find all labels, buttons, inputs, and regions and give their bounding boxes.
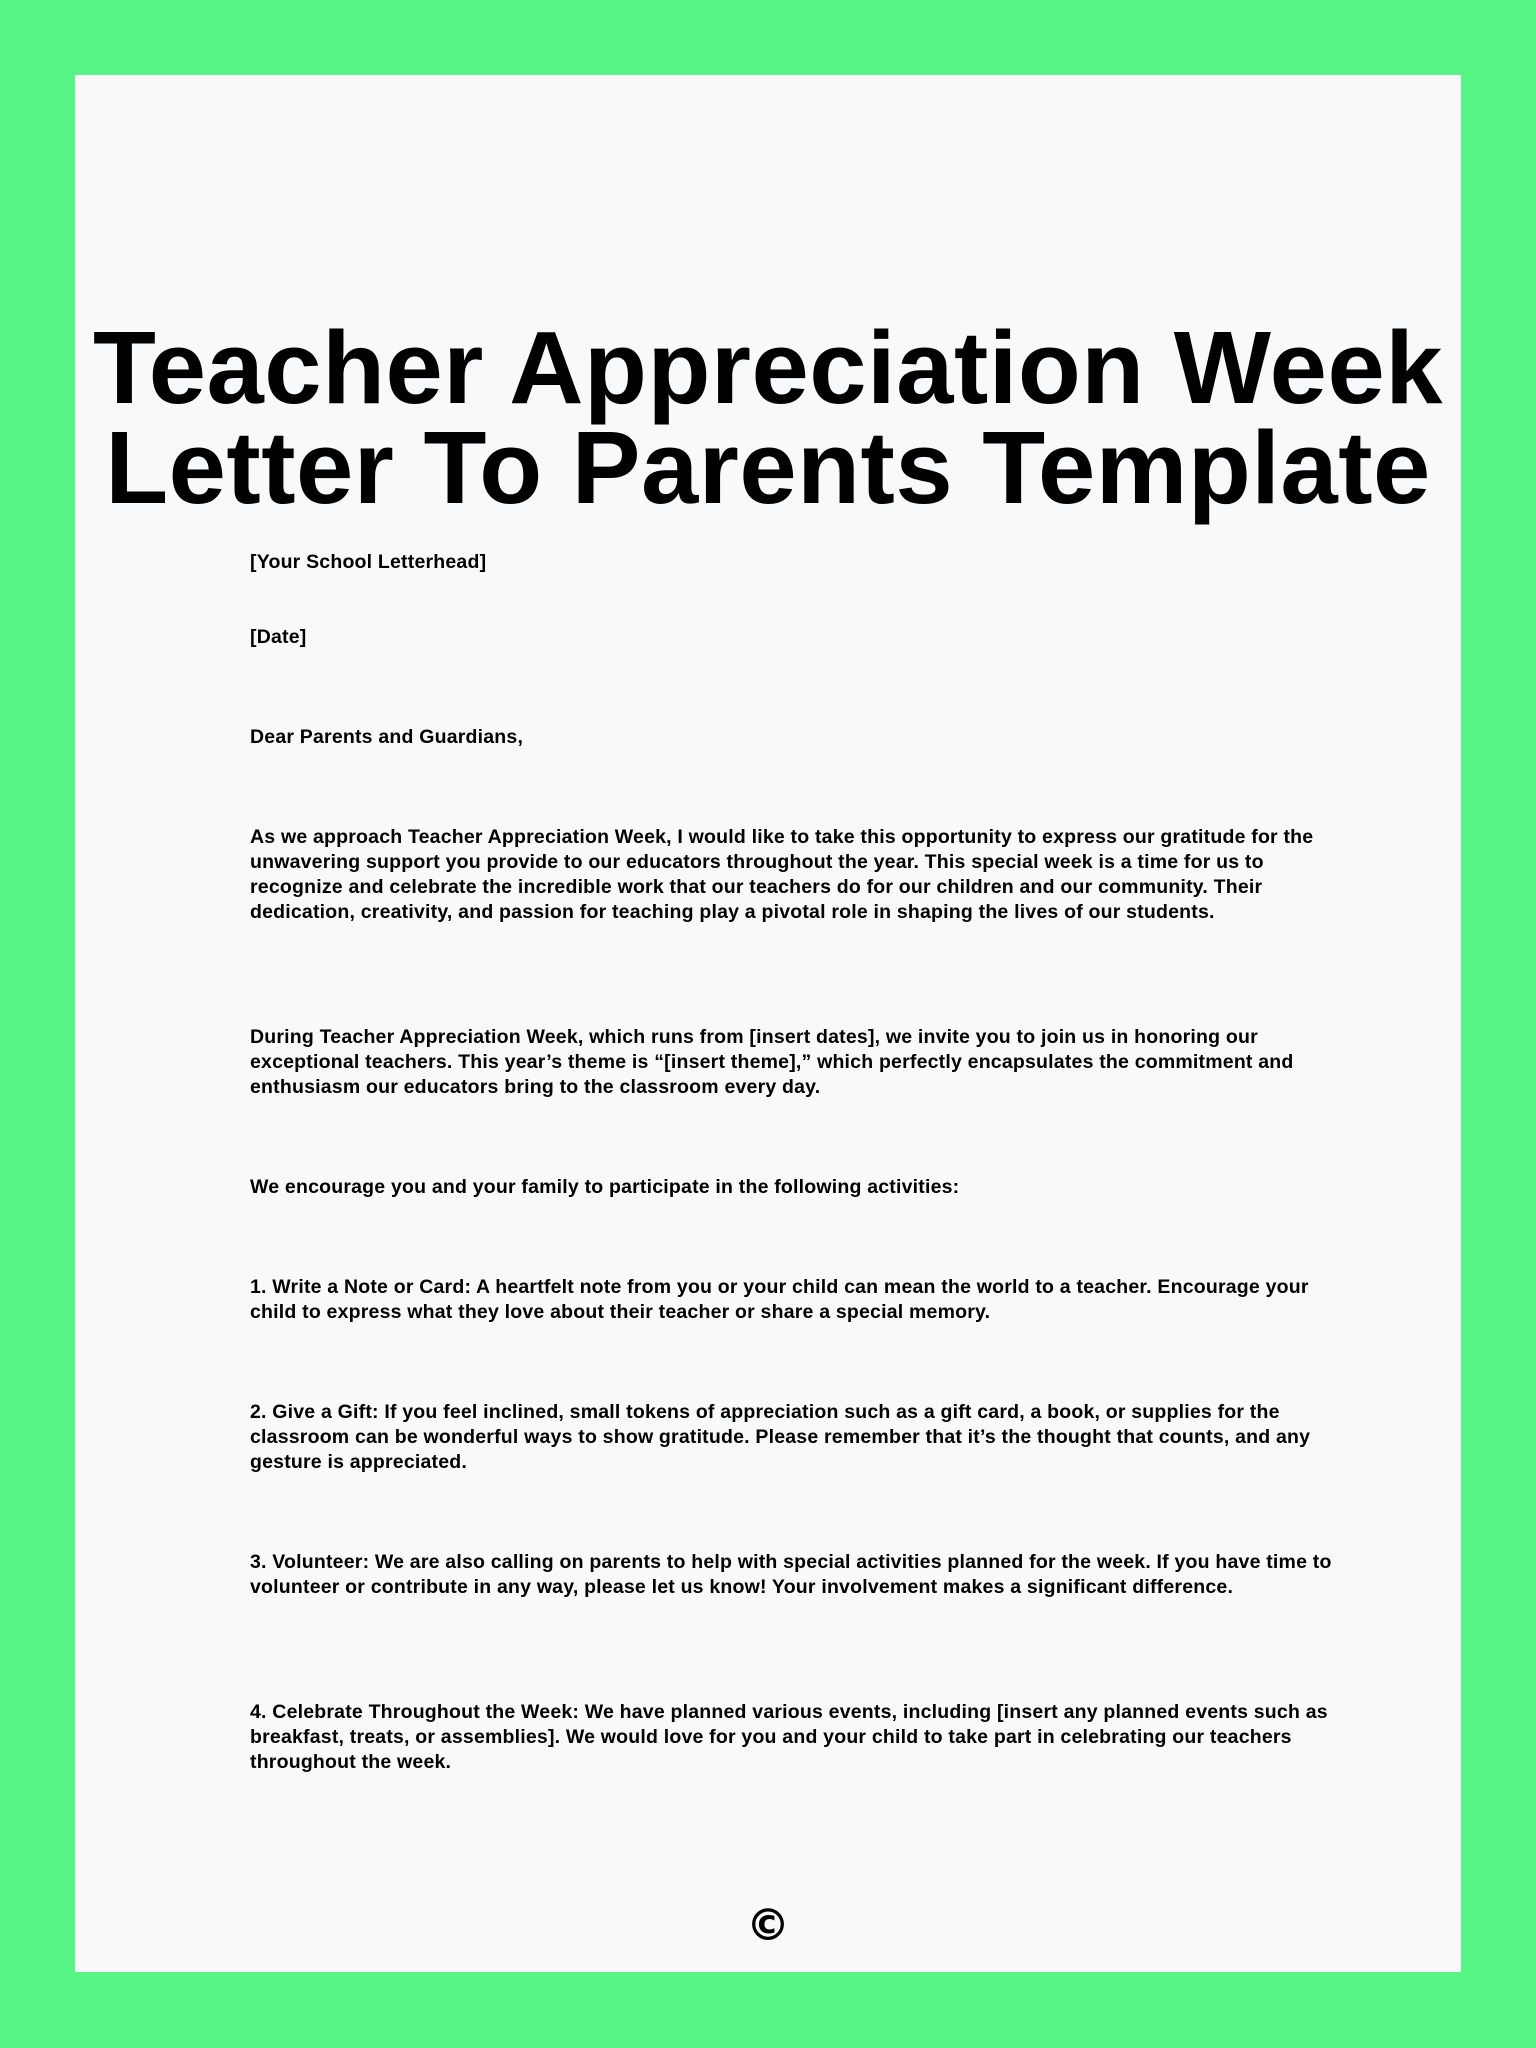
document-page [75, 75, 1461, 1972]
activity-item-2: 2. Give a Gift: If you feel inclined, small tokens of appreciation such as a gift card, a book, or supplies for the classroom can be wonderful ways to show gratitude. Please remember that it’s the thought that counts, and any gesture is appreciated. [250, 1401, 1311, 1473]
encourage-paragraph: We encourage you and your family to participate in the following activities: [250, 1176, 960, 1198]
activity-item-1: 1. Write a Note or Card: A heartfelt note from you or your child can mean the world to a teacher. Encourage your child to express what they love about their teacher or share a special memory. [250, 1276, 1309, 1323]
page-title [75, 310, 1461, 525]
intro-paragraph: As we approach Teacher Appreciation Week, I would like to take this opportunity to express our gratitude for the unwavering support you provide to our educators throughout the year. This special week is a time for us to recognize and celebrate the incredible work that our teachers do for our children and our community. Their dedication, creativity, and passion for teaching play a pivotal role in shaping the lives of our students. [250, 826, 1314, 923]
activity-item-4: 4. Celebrate Throughout the Week: We have planned various events, including [insert any planned events such as breakfast, treats, or assemblies]. We would love for you and your child to take part in celebrating our teachers throughout the week. [250, 1701, 1328, 1773]
date-placeholder: [Date] [250, 626, 307, 648]
salutation: Dear Parents and Guardians, [250, 726, 524, 748]
dates-paragraph: During Teacher Appreciation Week, which runs from [insert dates], we invite you to join us in honoring our exceptional teachers. This year’s theme is “[insert theme],” which perfectly encapsulates the commitment and enthusiasm our educators bring to the classroom every day. [250, 1026, 1294, 1098]
title-line-1: Teacher Appreciation Week [92, 310, 1444, 425]
copyright-icon: © [746, 1900, 790, 1951]
letterhead-placeholder: [Your School Letterhead] [250, 551, 487, 573]
title-line-2: Letter To Parents Template [105, 410, 1431, 525]
activity-item-3: 3. Volunteer: We are also calling on parents to help with special activities planned for the week. If you have time to volunteer or contribute in any way, please let us know! Your involvement makes a significant difference. [250, 1551, 1332, 1598]
